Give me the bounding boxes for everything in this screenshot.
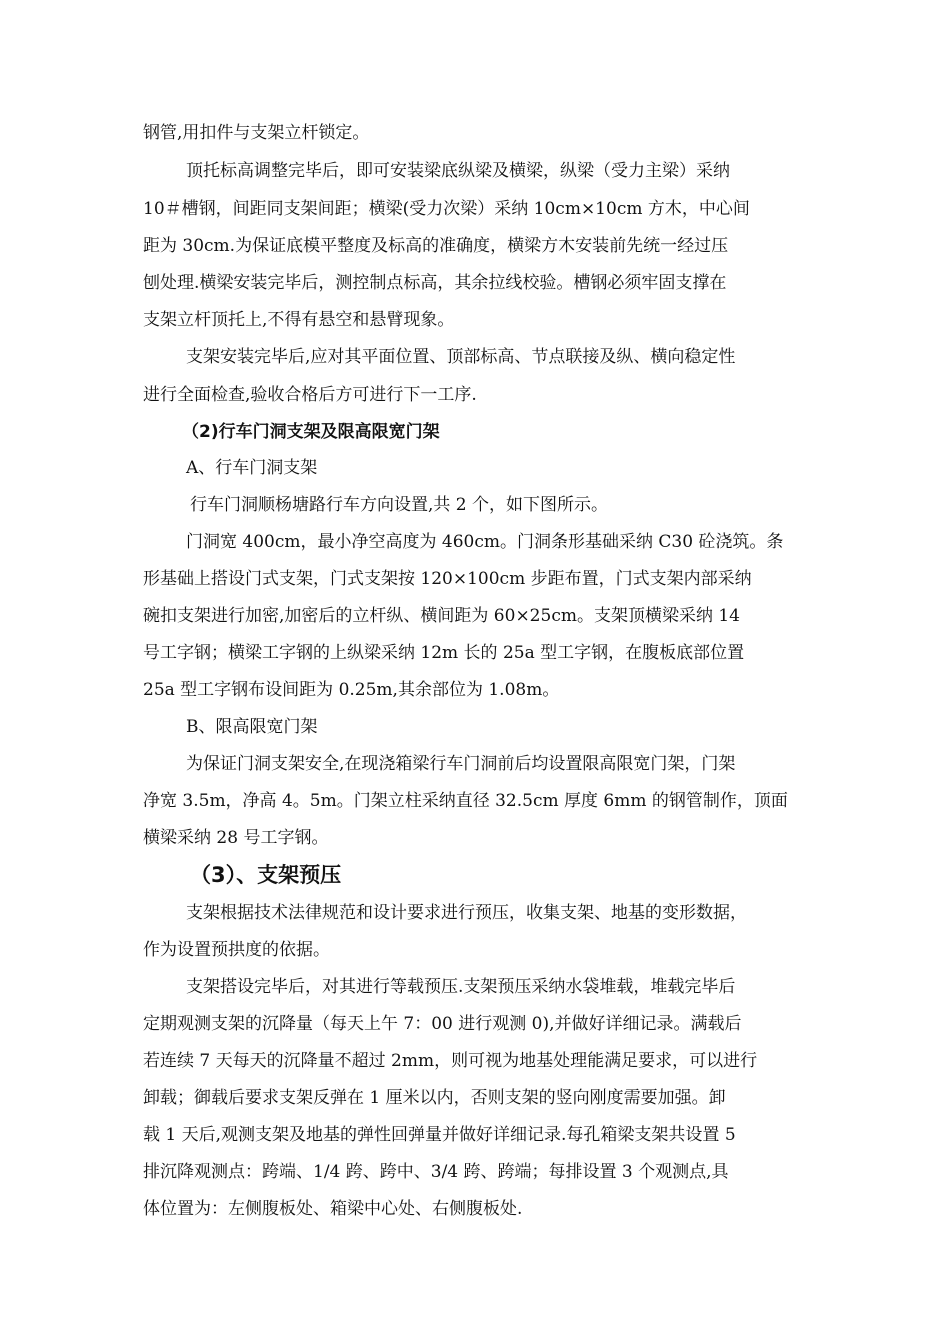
text-line: 刨处理.横梁安装完毕后，测控制点标高，其余拉线校验。槽钢必须牢固支撑在 [143,273,727,293]
text-line: 碗扣支架进行加密,加密后的立杆纵、横间距为 60×25cm。支架顶横梁采纳 14 [143,606,740,626]
text-line: 进行全面检查,验收合格后方可进行下一工序. [143,385,477,405]
text-line: 行车门洞顺杨塘路行车方向设置,共 2 个，如下图所示。 [190,495,609,515]
text-line: 定期观测支架的沉降量（每天上午 7：00 进行观测 0),并做好详细记录。满载后 [143,1014,742,1034]
text-line: 若连续 7 天每天的沉降量不超过 2mm，则可视为地基处理能满足要求，可以进行 [143,1051,758,1071]
text-line: 体位置为：左侧腹板处、箱梁中心处、右侧腹板处. [143,1199,523,1219]
text-line: 门洞宽 400cm，最小净空高度为 460cm。门洞条形基础采纳 C30 砼浇筑。条 [186,532,784,552]
text-line: 载 1 天后,观测支架及地基的弹性回弹量并做好详细记录.每孔箱梁支架共设置 5 [143,1125,736,1145]
text-line: 形基础上搭设门式支架，门式支架按 120×100cm 步距布置，门式支架内部采纳 [143,569,752,589]
text-line: 卸载；御载后要求支架反弹在 1 厘米以内，否则支架的竖向刚度需要加强。卸 [143,1088,726,1108]
text-line: 10＃槽钢，间距同支架间距；横梁(受力次梁）采纳 10cm×10cm 方木，中心间 [143,199,750,219]
section-heading: （2)行车门洞支架及限高限宽门架 [182,422,440,442]
text-line: 顶托标高调整完毕后，即可安装梁底纵梁及横梁，纵梁（受力主梁）采纳 [186,161,730,181]
text-line: 净宽 3.5m，净高 4。5m。门架立柱采纳直径 32.5cm 厚度 6mm 的钢管制作，顶面 [143,791,788,811]
text-line: 横梁采纳 28 号工字钢。 [143,828,329,848]
subsection-heading: A、行车门洞支架 [186,458,318,478]
text-line: 号工字钢；横梁工字钢的上纵梁采纳 12m 长的 25a 型工字钢，在腹板底部位置 [143,643,745,663]
text-line: 支架安装完毕后,应对其平面位置、顶部标高、节点联接及纵、横向稳定性 [186,347,736,367]
text-line: 钢管,用扣件与支架立杆锁定。 [143,123,370,143]
subsection-heading: B、限高限宽门架 [186,717,318,737]
text-line: 排沉降观测点：跨端、1/4 跨、跨中、3/4 跨、跨端；每排设置 3 个观测点,具 [143,1162,729,1182]
text-line: 为保证门洞支架安全,在现浇箱梁行车门洞前后均设置限高限宽门架，门架 [186,754,736,774]
text-line: 支架立杆顶托上,不得有悬空和悬臂现象。 [143,310,455,330]
text-line: 25a 型工字钢布设间距为 0.25m,其余部位为 1.08m。 [143,680,560,700]
text-line: 支架根据技术法律规范和设计要求进行预压，收集支架、地基的变形数据， [186,903,747,923]
text-line: 作为设置预拱度的依据。 [143,940,330,960]
section-heading: （3）、支架预压 [190,863,342,887]
text-line: 支架搭设完毕后，对其进行等载预压.支架预压采纳水袋堆载，堆载完毕后 [186,977,736,997]
text-line: 距为 30cm.为保证底模平整度及标高的准确度，横梁方木安装前先统一经过压 [143,236,729,256]
